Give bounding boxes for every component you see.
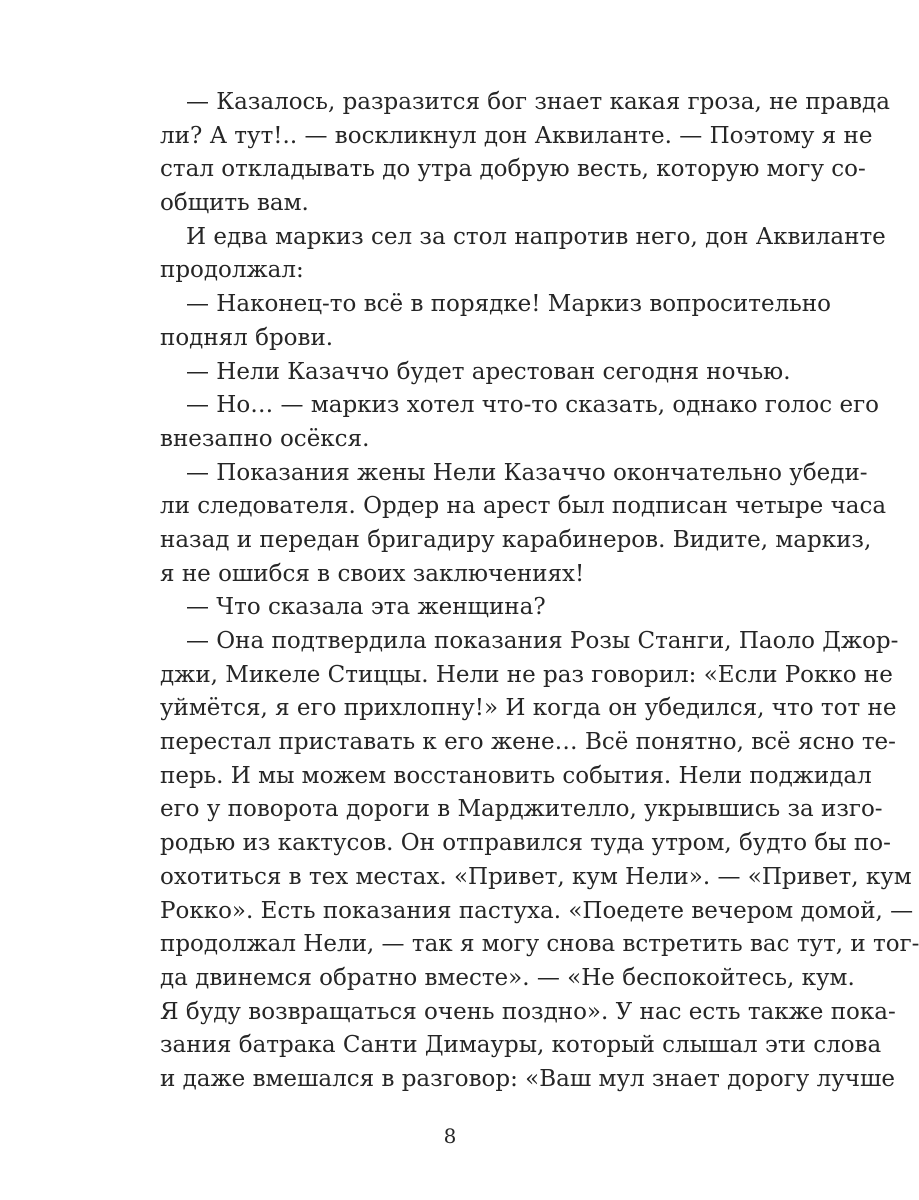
- text-line: стал откладывать до утра добрую весть, которую могу со-: [160, 156, 866, 183]
- text-line: его у поворота дороги в Марджителло, укрывшись за изго-: [160, 796, 883, 823]
- text-line: И едва маркиз сел за стол напротив него, дон Аквиланте: [186, 223, 886, 250]
- text-line: я не ошибся в своих заключениях!: [160, 560, 585, 587]
- text-line: — Наконец-то всё в порядке! Маркиз вопросительно: [186, 291, 831, 318]
- text-line: родью из кактусов. Он отправился туда утром, будто бы по-: [160, 830, 891, 857]
- text-line: — Она подтвердила показания Розы Станги, Паоло Джор-: [186, 628, 899, 654]
- text-line: ли? А тут!.. — воскликнул дон Аквиланте. — Поэтому я не: [160, 122, 873, 149]
- text-line: Я буду возвращаться очень поздно». У нас есть также пока-: [160, 998, 896, 1025]
- page-number: 8: [443, 1124, 457, 1148]
- text-line: — Нели Казаччо будет арестован сегодня ночью.: [186, 358, 791, 385]
- text-line: назад и передан бригадиру карабинеров. Видите, маркиз,: [160, 526, 872, 553]
- text-line: — Казалось, разразится бог знает какая гроза, не правда: [186, 89, 890, 115]
- text-line: охотиться в тех местах. «Привет, кум Нели». — «Привет, кум: [160, 863, 912, 890]
- text-line: продолжал:: [160, 257, 304, 284]
- text-line: Рокко». Есть показания пастуха. «Поедете вечером домой, —: [160, 897, 914, 924]
- text-line: — Но… — маркиз хотел что-то сказать, однако голос его: [186, 392, 879, 419]
- text-line: джи, Микеле Стиццы. Нели не раз говорил: «Если Рокко не: [160, 661, 893, 688]
- text-line: зания батрака Санти Димауры, который слышал эти слова: [160, 1032, 882, 1059]
- text-line: поднял брови.: [160, 324, 334, 351]
- text-line: перь. И мы можем восстановить события. Нели поджидал: [160, 762, 872, 789]
- text-line: общить вам.: [160, 190, 309, 217]
- text-line: да двинемся обратно вместе». — «Не беспокойтесь, кум.: [160, 964, 855, 991]
- text-line: ли следователя. Ордер на арест был подписан четыре часа: [160, 493, 887, 520]
- body-text: [160, 86, 919, 1097]
- text-line: продолжал Нели, — так я могу снова встретить вас тут, и тог-: [160, 931, 919, 958]
- text-line: уймётся, я его прихлопну!» И когда он убедился, что тот не: [160, 695, 897, 722]
- text-line: — Что сказала эта женщина?: [186, 594, 546, 621]
- text-line: перестал приставать к его жене… Всё понятно, всё ясно те-: [160, 729, 896, 756]
- text-line: и даже вмешался в разговор: «Ваш мул знает дорогу лучше: [160, 1065, 895, 1092]
- text-line: внезапно осёкся.: [160, 425, 370, 452]
- text-line: — Показания жены Нели Казаччо окончательно убеди-: [186, 459, 868, 486]
